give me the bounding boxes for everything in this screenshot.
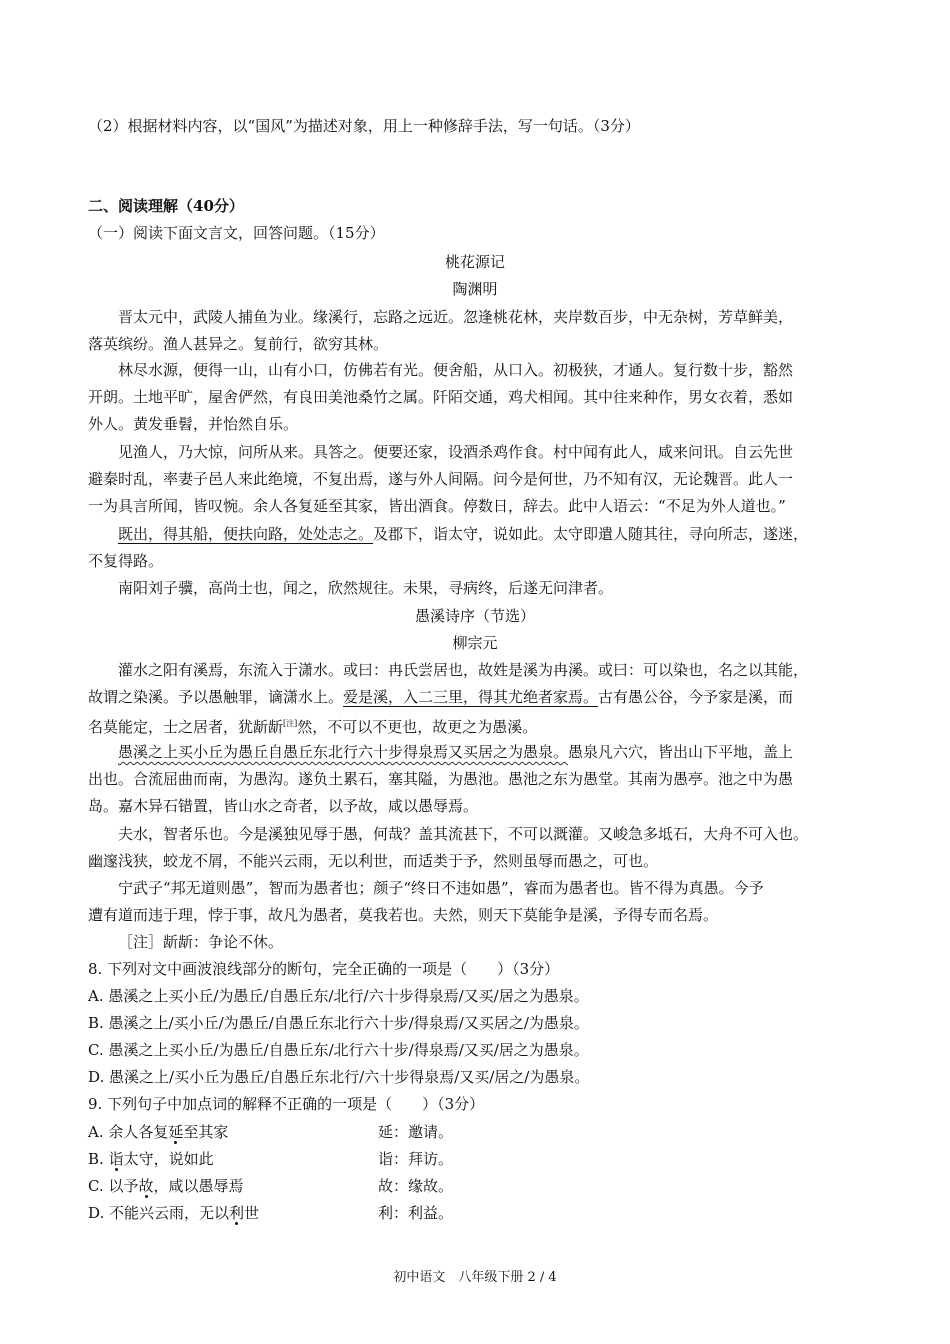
text1-line: 开朗。土地平旷，屋舍俨然，有良田美池桑竹之属。阡陌交通，鸡犬相闻。其中往来种作，男女衣着，悉如 (88, 388, 794, 406)
sub-title: （一）阅读下面文言文，回答问题。（15分） (88, 224, 385, 242)
question-9-option (88, 1172, 863, 1200)
question-9-option (88, 1118, 863, 1146)
section-title: 二、阅读理解（40分） (88, 197, 244, 215)
page-footer: 初中语文 八年级下册 2 / 4 (393, 1270, 557, 1285)
option-pre: 以予 (108, 1177, 139, 1195)
question-9-option (88, 1199, 863, 1227)
text2-line: 夫水，智者乐也。今是溪独见辱于愚，何哉？盖其流甚下，不可以溉灌。又峻急多坻石，大舟不可入也。 (118, 825, 809, 843)
text2-line-post: 然，不可以不更也，故更之为愚溪。 (297, 718, 538, 736)
text1-line-rest: 及郡下，诣太守，说如此。太守即遣人随其往，寻向所志，遂迷， (373, 525, 809, 543)
text1-underlined-line (118, 520, 863, 548)
option-label: D. (88, 1204, 110, 1222)
underlined-sentence: 既出，得其船，便扶向路，处处志之。 (118, 525, 374, 543)
option-post: 世 (244, 1204, 260, 1222)
option-label: B. (88, 1150, 109, 1168)
question-8-stem: 8. 下列对文中画波浪线部分的断句，完全正确的一项是（ ）（3分） (88, 960, 560, 978)
question-8-option: C. 愚溪之上买小丘/为愚丘/自愚丘东/北行六十步/得泉焉/又买/居之为愚泉。 (88, 1041, 589, 1059)
text2-author: 柳宗元 (452, 634, 498, 652)
dotted-word: 故 (138, 1177, 154, 1195)
text2-line: 岛。嘉木异石错置，皆山水之奇者，以予故，咸以愚辱焉。 (88, 797, 479, 815)
underlined-sentence: 爱是溪，入二三里，得其尤绝者家焉。 (343, 688, 599, 706)
question-8-option: A. 愚溪之上买小丘/为愚丘/自愚丘东/北行/六十步得泉焉/又买/居之为愚泉。 (88, 987, 589, 1005)
option-definition: 延：邀请。 (378, 1123, 454, 1141)
text1-line: 避秦时乱，率妻子邑人来此绝境，不复出焉，遂与外人间隔。问今是何世，乃不知有汉，无论魏晋。此人一 (88, 470, 794, 488)
question-7-2: （2）根据材料内容，以“国风”为描述对象，用上一种修辞手法，写一句话。（3分） (88, 117, 640, 135)
text2-line: 宁武子“邦无道则愚”，智而为愚者也；颜子“终日不违如愚”，睿而为愚者也。皆不得为真愚。今予 (118, 879, 764, 897)
text1-line: 外人。黄发垂髫，并怡然自乐。 (88, 415, 299, 433)
text1-line: 不复得路。 (88, 552, 164, 570)
text2-line: 出也。合流屈曲而南，为愚沟。遂负土累石，塞其隘，为愚池。愚池之东为愚堂。其南为愚亭。池之中为愚 (88, 770, 794, 788)
text1-title: 桃花源记 (444, 253, 505, 271)
text2-line-post: 古有愚公谷，今予家是溪，而 (598, 688, 794, 706)
text2-line: 遭有道而违于理，悖于事，故凡为愚者，莫我若也。夫然，则天下莫能争是溪，予得专而名焉。 (88, 906, 719, 924)
text1-author: 陶渊明 (452, 280, 498, 298)
option-pre: 不能兴云雨，无以 (109, 1204, 230, 1222)
dotted-word: 延 (168, 1123, 184, 1141)
option-post: 太守，说如此 (123, 1150, 214, 1168)
question-9-stem: 9. 下列句子中加点词的解释不正确的一项是（ ）（3分） (88, 1095, 485, 1113)
dotted-word: 利 (229, 1204, 245, 1222)
option-post: 至其家 (183, 1123, 229, 1141)
text2-line (88, 710, 863, 741)
question-8-option: B. 愚溪之上/买小丘/为愚丘/自愚丘东北行六十步/得泉焉/又买居之/为愚泉。 (88, 1014, 589, 1032)
dotted-word: 诣 (108, 1150, 124, 1168)
text1-line: 林尽水源，便得一山，山有小口，仿佛若有光。便舍船，从口入。初极狭，才通人。复行数十步，豁然 (118, 361, 794, 379)
question-9-option (88, 1145, 863, 1173)
footnote: ［注］龂龂：争论不休。 (118, 933, 284, 951)
text2-line: 灌水之阳有溪焉，东流入于潇水。或曰：冉氏尝居也，故姓是溪为冉溪。或曰：可以染也，名之以其能， (118, 661, 809, 679)
note-mark: [注] (283, 719, 298, 728)
text1-line: 晋太元中，武陵人捕鱼为业。缘溪行，忘路之远近。忽逢桃花林，夹岸数百步，中无杂树，芳草鲜美， (118, 308, 794, 326)
text1-line: 见渔人，乃大惊，问所从来。具答之。便要还家，设酒杀鸡作食。村中闻有此人，咸来问讯。自云先世 (118, 443, 794, 461)
option-label: A. (88, 1123, 109, 1141)
option-post: ，咸以愚辱焉 (153, 1177, 244, 1195)
option-definition: 诣：拜访。 (378, 1150, 454, 1168)
question-8-option: D. 愚溪之上/买小丘为愚丘/自愚丘东北行/六十步得泉焉/又买/居之/为愚泉。 (88, 1068, 590, 1086)
text2-wavy-line (118, 738, 863, 766)
text2-underlined-line (88, 683, 863, 711)
wavy-underlined-sentence: 愚溪之上买小丘为愚丘自愚丘东北行六十步得泉焉又买居之为愚泉。 (118, 743, 569, 761)
text2-line-pre: 名莫能定，士之居者，犹龂龂 (88, 718, 284, 736)
text1-line: 一为具言所闻，皆叹惋。余人各复延至其家，皆出酒食。停数日，辞去。此中人语云：“不足为外人道也。” (88, 497, 786, 515)
text2-line-pre: 故谓之染溪。予以愚触罪，谪潇水上。 (88, 688, 344, 706)
option-definition: 故：缘故。 (378, 1177, 454, 1195)
option-pre: 余人各复 (108, 1123, 169, 1141)
option-label: C. (88, 1177, 109, 1195)
text2-line: 幽邃浅狭，蛟龙不屑，不能兴云雨，无以利世，而适类于予，然则虽辱而愚之，可也。 (88, 852, 659, 870)
text2-line-post: 愚泉凡六穴，皆出山下平地，盖上 (568, 743, 794, 761)
text1-line: 落英缤纷。渔人甚异之。复前行，欲穷其林。 (88, 335, 389, 353)
text2-title: 愚溪诗序（节选） (414, 607, 535, 625)
text1-last-paragraph: 南阳刘子骥，高尚士也，闻之，欣然规往。未果，寻病终，后遂无问津者。 (118, 579, 614, 597)
option-definition: 利：利益。 (378, 1204, 454, 1222)
